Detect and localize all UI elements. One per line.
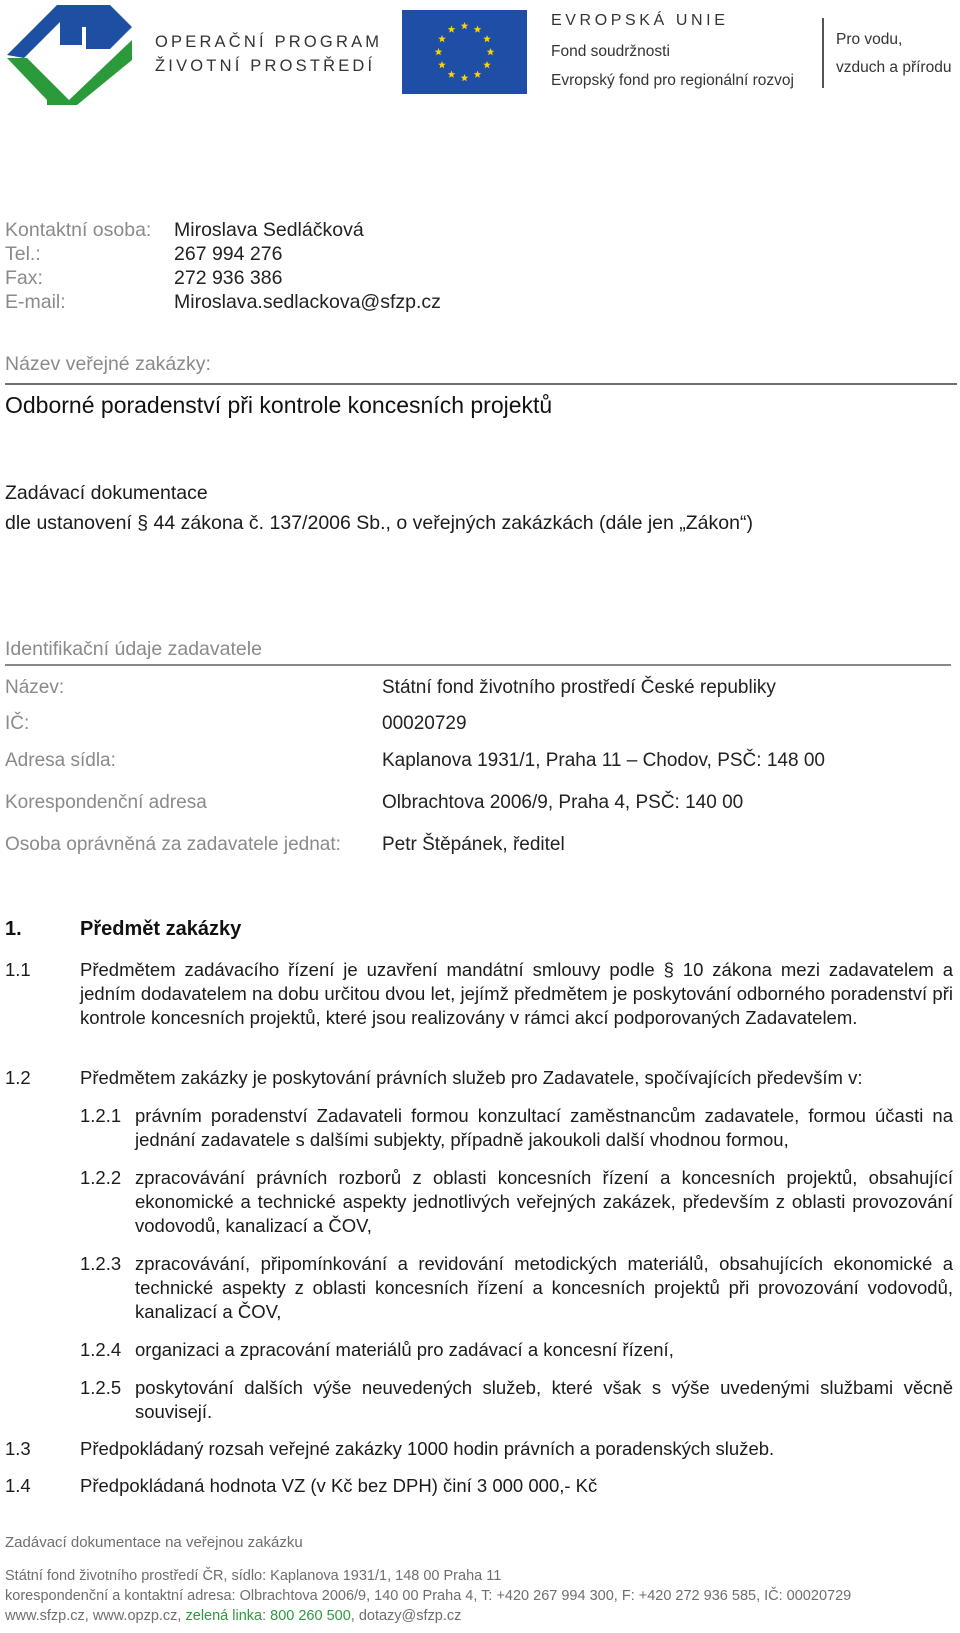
eu-stars-icon [402,10,527,94]
contact-tel-value: 267 994 276 [174,243,283,265]
para-1-1-text: Předmětem zadávacího řízení je uzavření mandátní smlouvy podle § 10 zákona mezi zadavatelem a jedním dodavatelem na dobu určitou dvou let, jejímž předmětem je poskytování odborného poradenství při kontrole koncesních projektů, které jsou realizovány v rámci akcí podporovaných Zadavatelem. [80,959,953,1028]
contact-person-value: Miroslava Sedláčková [174,219,364,241]
contact-email-label: E-mail: [5,291,66,313]
id-label-ic: IČ: [5,713,30,734]
eu-star-icon [461,22,469,29]
footer-line3 [5,1608,461,1624]
doc-title: Zadávací dokumentace [5,482,208,504]
eu-star-icon [474,71,482,78]
identification-rule [5,664,951,666]
opzp-logo-text: OPERAČNÍ PROGRAM ŽIVOTNÍ PROSTŘEDÍ [155,33,383,75]
id-label-name: Název: [5,677,65,698]
eu-star-icon [483,35,491,42]
id-value-correspondence: Olbrachtova 2006/9, Praha 4, PSČ: 140 00 [382,792,744,813]
header-divider [822,18,824,88]
section-number: 1. [5,918,22,940]
footer-line2: korespondenční a kontaktní adresa: Olbrachtova 2006/9, 140 00 Praha 4, T: +420 267 994 300, F: +420 272 936 585, IČ: 00020729 [5,1588,852,1604]
contact-fax-value: 272 936 386 [174,267,283,289]
id-value-address: Kaplanova 1931/1, Praha 11 – Chodov, PSČ: 148 00 [382,750,825,771]
para-1-4-number: 1.4 [5,1475,31,1496]
id-label-address: Adresa sídla: [5,750,116,771]
id-value-authorized: Petr Štěpánek, ředitel [382,834,565,855]
footer-websites[interactable]: www.sfzp.cz, www.opzp.cz, [5,1608,186,1624]
para-1-2-number: 1.2 [5,1067,31,1088]
opzp-logo [2,0,137,105]
footer-green-line: zelená linka: 800 260 500 [185,1608,351,1624]
contact-email-value[interactable]: Miroslava.sedlackova@sfzp.cz [174,291,441,313]
sub-1-2-5-text: poskytování dalších výše neuvedených služeb, které však s výše uvedenými službami věcně souvisejí. [135,1377,953,1422]
para-1-4-text: Předpokládaná hodnota VZ (v Kč bez DPH) činí 3 000 000,- Kč [80,1475,598,1496]
sub-1-2-4-number: 1.2.4 [80,1339,122,1360]
sub-1-2-4-text: organizaci a zpracování materiálů pro zadávací a koncesní řízení, [135,1339,674,1360]
eu-fund-regional: Evropský fond pro regionální rozvoj [551,72,794,89]
section-title: Předmět zakázky [80,918,242,940]
contact-tel-label: Tel.: [5,243,41,265]
tender-name-label: Název veřejné zakázky: [5,353,211,375]
sub-1-2-3-text: zpracovávání, připomínkování a revidování metodických materiálů, obsahujících ekonomické a technické aspekty z oblasti koncesních řízení a koncesních projektů při provozování vodovodů, kanalizací a ČOV, [135,1253,953,1322]
id-label-correspondence: Korespondenční adresa [5,792,207,813]
eu-star-icon [483,61,491,68]
eu-star-icon [438,35,446,42]
contact-person-label: Kontaktní osoba: [5,219,152,241]
eu-star-icon [435,48,443,55]
tender-name-title: Odborné poradenství při kontrole koncesních projektů [5,392,553,418]
eu-star-icon [438,61,446,68]
eu-title: EVROPSKÁ UNIE [551,12,729,29]
doc-subtitle: dle ustanovení § 44 zákona č. 137/2006 Sb., o veřejných zakázkách (dále jen „Zákon“) [5,512,753,534]
para-1-3-number: 1.3 [5,1438,31,1459]
id-value-name: Státní fond životního prostředí České republiky [382,677,776,698]
footer-email[interactable]: , dotazy@sfzp.cz [350,1608,462,1624]
sub-1-2-1-text: právním poradenství Zadavateli formou konzultací zaměstnancům zadavatele, formou účasti na jednání zadavatele s dalšími subjekty, případně jakoukoli další vhodnou formou, [135,1105,953,1150]
sub-1-2-3-number: 1.2.3 [80,1253,122,1274]
id-label-authorized: Osoba oprávněná za zadavatele jednat: [5,834,341,855]
sub-1-2-2-number: 1.2.2 [80,1167,122,1188]
identification-heading: Identifikační údaje zadavatele [5,638,262,660]
id-value-ic: 00020729 [382,713,467,734]
sub-1-2-5-number: 1.2.5 [80,1377,122,1398]
footer-doc-label: Zadávací dokumentace na veřejnou zakázku [5,1534,303,1551]
eu-flag-logo [402,10,527,94]
para-1-3-text: Předpokládaný rozsah veřejné zakázky 1000 hodin právních a poradenských služeb. [80,1438,775,1459]
para-1-1-number: 1.1 [5,959,31,980]
slogan-line2: vzduch a přírodu [836,59,952,76]
eu-star-icon [474,25,482,32]
contact-fax-label: Fax: [5,267,43,289]
tender-name-rule [5,383,957,385]
slogan-line1: Pro vodu, [836,31,903,48]
eu-star-icon [487,48,495,55]
sub-1-2-2-text: zpracovávání právních rozborů z oblasti koncesních řízení a koncesních projektů, obsahující ekonomické a technické aspekty jednotlivých veřejných zakázek, především z oblasti provozování vodovodů, kanalizací a ČOV, [135,1167,953,1236]
eu-star-icon [448,25,456,32]
sub-1-2-1-number: 1.2.1 [80,1105,122,1126]
eu-star-icon [461,74,469,81]
eu-fund-cohesion: Fond soudržnosti [551,43,670,60]
eu-star-icon [448,71,456,78]
footer-line1: Státní fond životního prostředí ČR, sídlo: Kaplanova 1931/1, 148 00 Praha 11 [5,1568,502,1584]
para-1-2-text: Předmětem zakázky je poskytování právních služeb pro Zadavatele, spočívajících především v: [80,1067,863,1088]
